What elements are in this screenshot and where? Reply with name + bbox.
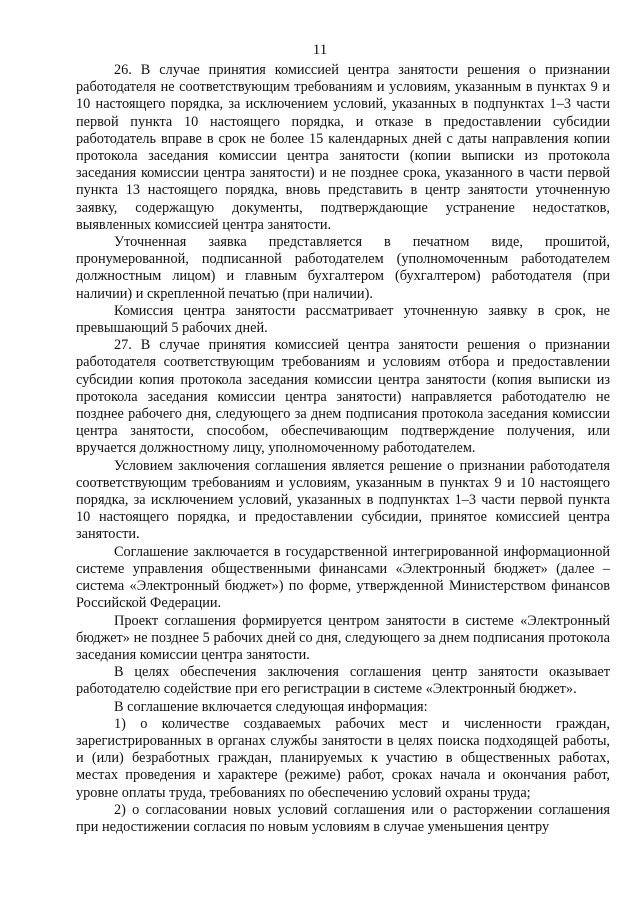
paragraph-agreement-condition: Условием заключения соглашения является решение о признании работодателя соответствующим требованиям и условиям, указанным в пунктах 9 и 10 настоящего порядка, за исключением условий, указанных в подпунктах 1–3 части первой пункта 10 настоящего порядка, и предоставлении субсидии, принятое комиссией центра занятости.: [76, 457, 610, 543]
paragraph-agreement-system: Соглашение заключается в государственной интегрированной информационной системе управления общественными финансами «Электронный бюджет» (далее – система «Электронный бюджет») по форме, утвержденной Министерством финансов Российской Федерации.: [76, 543, 610, 612]
paragraph-agreement-contents: В соглашение включается следующая информация:: [114, 698, 428, 715]
document-body: [76, 62, 610, 836]
paragraph-27: 27. В случае принятия комиссией центра занятости решения о признании работодателя соответствующим требованиям и условиям отбора и предоставлении субсидии копия протокола заседания комиссии центра занятости (копия выписки из протокола заседания комиссии центра занятости) направляется работодателю не позднее рабочего дня, следующего за днем подписания протокола заседания комиссии центра занятости, способом, обеспечивающим подтверждение получения, или вручается должностному лицу, уполномоченному работодателем.: [76, 337, 610, 457]
paragraph-review-period: Комиссия центра занятости рассматривает уточненную заявку в срок, не превышающий 5 рабочих дней.: [76, 302, 610, 337]
paragraph-draft-agreement: Проект соглашения формируется центром занятости в системе «Электронный бюджет» не позднее 5 рабочих дней со дня, следующего за днем подписания протокола заседания комиссии центра занятости.: [76, 612, 610, 663]
list-item-2: 2) о согласовании новых условий соглашения или о расторжении соглашения при недостижении согласия по новым условиям в случае уменьшения центру: [76, 801, 610, 835]
paragraph-updated-application: Уточненная заявка представляется в печатном виде, прошитой, пронумерованной, подписанной работодателем (уполномоченным работодателем должностным лицом) и главным бухгалтером (бухгалтером) работодателя (при наличии) и скрепленной печатью (при наличии).: [76, 234, 610, 302]
list-item-1: 1) о количестве создаваемых рабочих мест и численности граждан, зарегистрированных в органах службы занятости в целях поиска подходящей работы, и (или) безработных граждан, планируемых к участию в общественных работах, местах проведения и характере (режиме) работ, сроках начала и окончания работ, уровне оплаты труда, требованиях по обеспечению условий охраны труда;: [76, 715, 610, 801]
paragraph-registration-assistance: В целях обеспечения заключения соглашения центр занятости оказывает работодателю содействие при его регистрации в системе «Электронный бюджет».: [76, 664, 610, 698]
page-number: 11: [312, 42, 328, 58]
paragraph-26: 26. В случае принятия комиссией центра занятости решения о признании работодателя не соответствующим требованиям и условиям, указанным в пунктах 9 и 10 настоящего порядка, за исключением условий, указанных в подпунктах 1–3 части первой пункта 10 настоящего порядка, и отказе в предоставлении субсидии работодатель вправе в срок не более 15 календарных дней с даты направления копии протокола заседания комиссии центра занятости (копии выписки из протокола заседания комиссии центра занятости) и не позднее срока, указанного в части первой пункта 13 настоящего порядка, вновь представить в центр занятости уточненную заявку, содержащую документы, подтверждающие устранение недостатков, выявленных комиссией центра занятости.: [76, 62, 610, 233]
